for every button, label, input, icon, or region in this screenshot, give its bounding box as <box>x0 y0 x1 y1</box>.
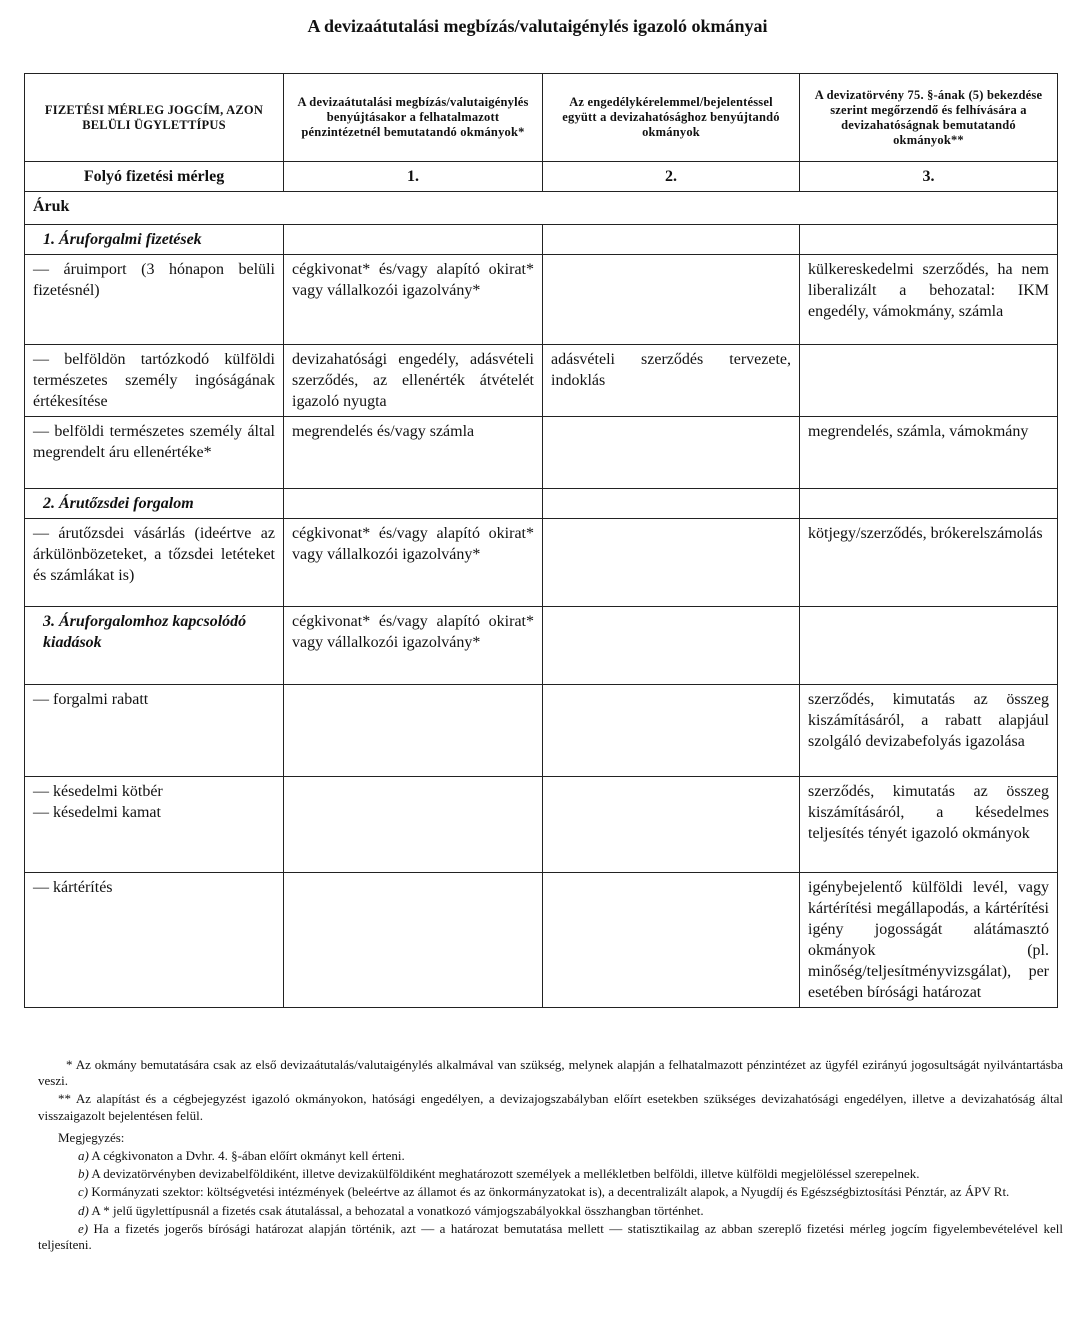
table-row <box>25 607 1058 685</box>
note-item-marker: d) <box>78 1202 89 1218</box>
row-jogcim-cell: — belföldön tartózkodó külföldi természetes személy ingóságának értékesítése <box>25 345 284 417</box>
table-row <box>25 345 1058 417</box>
note-item <box>38 1184 1063 1200</box>
row-col1-cell <box>284 685 543 777</box>
row-col2-cell <box>543 873 800 1008</box>
row-col1-cell: megrendelés és/vagy számla <box>284 417 543 489</box>
header-col-jogcim: FIZETÉSI MÉRLEG JOGCÍM, AZON BELÜLI ÜGYLETTÍPUS <box>25 74 284 162</box>
section-row <box>25 192 1058 225</box>
table-row <box>25 489 1058 519</box>
row-col3-cell: megrendelés, számla, vámokmány <box>800 417 1058 489</box>
note-item-text: A devizatörvényben devizabelföldiként, illetve devizakülföldiként meghatározott személyek a mellékletben belföldi, illetve külföldi megjelöléssel szerepelnek. <box>88 1166 920 1182</box>
row-col3-cell: külkereskedelmi szerződés, ha nem liberalizált a behozatal: IKM engedély, vámokmány, számla <box>800 255 1058 345</box>
row-jogcim-cell: — kártérítés <box>25 873 284 1008</box>
row-col1-cell: cégkivonat* és/vagy alapító okirat* vagy vállalkozói igazolvány* <box>284 519 543 607</box>
row-col2-cell <box>543 225 800 255</box>
note-item <box>38 1203 1063 1219</box>
column-number-3: 3. <box>800 162 1058 192</box>
row-jogcim-cell: — áruimport (3 hónapon belüli fizetésnél) <box>25 255 284 345</box>
note-item-text: A * jelű ügylettípusnál a fizetés csak átutalással, a behozatal a vonatkozó vámjogszabályokkal összhangban történhet. <box>88 1202 704 1218</box>
table-row <box>25 519 1058 607</box>
table-body <box>25 225 1058 1008</box>
note-item <box>38 1148 1063 1164</box>
page-title: A devizaátutalási megbízás/valutaigénylés igazoló okmányai <box>307 16 768 36</box>
row-col3-cell <box>800 607 1058 685</box>
row-col1-cell: cégkivonat* és/vagy alapító okirat* vagy vállalkozói igazolvány* <box>284 607 543 685</box>
row-col2-cell <box>543 255 800 345</box>
row-jogcim-cell: — árutőzsdei vásárlás (ideértve az árkülönbözeteket, a tőzsdei letéteket és számlákat is) <box>25 519 284 607</box>
column-number-2: 2. <box>543 162 800 192</box>
row-col1-cell <box>284 489 543 519</box>
row-col3-cell: szerződés, kimutatás az összeg kiszámításáról, a rabatt alapjául szolgáló devizabefolyás igazolása <box>800 685 1058 777</box>
footnote-star: * Az okmány bemutatására csak az első devizaátutalás/valutaigénylés alkalmával van szükség, melynek alapján a felhatalmazott pénzintézet az ügyfél ezirányú jogosultságát nyilvántartásba veszi. <box>38 1057 1063 1089</box>
row-jogcim-cell: 2. Árutőzsdei forgalom <box>25 489 284 519</box>
note-item <box>38 1221 1063 1253</box>
row-col3-cell <box>800 225 1058 255</box>
row-col2-cell <box>543 685 800 777</box>
row-jogcim-cell: 3. Áruforgalomhoz kapcsolódó kiadások <box>25 607 284 685</box>
row-col1-cell: cégkivonat* és/vagy alapító okirat* vagy vállalkozói igazolvány* <box>284 255 543 345</box>
note-item-marker: e) <box>78 1220 89 1236</box>
row-col2-cell <box>543 417 800 489</box>
row-col3-cell: kötjegy/szerződés, brókerelszámolás <box>800 519 1058 607</box>
notes-heading: Megjegyzés: <box>58 1129 125 1145</box>
table-row <box>25 777 1058 873</box>
header-row <box>25 74 1058 162</box>
note-item <box>38 1166 1063 1182</box>
table-row <box>25 873 1058 1008</box>
row-col2-cell <box>543 777 800 873</box>
row-jogcim-cell: 1. Áruforgalmi fizetések <box>25 225 284 255</box>
table-row <box>25 255 1058 345</box>
folyo-fizetesi-merleg-label: Folyó fizetési mérleg <box>25 162 284 192</box>
header-col-2: Az engedélykérelemmel/bejelentéssel együtt a devizahatósághoz benyújtandó okmányok <box>543 74 800 162</box>
table-row <box>25 225 1058 255</box>
note-item-text: Ha a fizetés jogerős bírósági határozat alapján történik, azt — a határozat bemutatása mellett — statisztikailag az abban szereplő fizetési mérleg jogcím figyelembevételével kell teljesíteni. <box>38 1220 1063 1253</box>
row-col3-cell <box>800 345 1058 417</box>
row-jogcim-cell: — késedelmi kötbér — késedelmi kamat <box>25 777 284 873</box>
row-jogcim-cell: — belföldi természetes személy által megrendelt áru ellenértéke* <box>25 417 284 489</box>
note-item-marker: a) <box>78 1148 89 1164</box>
row-col2-cell <box>543 489 800 519</box>
row-col1-cell <box>284 777 543 873</box>
row-col1-cell <box>284 225 543 255</box>
note-item-text: A cégkivonaton a Dvhr. 4. §-ában előírt okmányt kell érteni. <box>88 1148 405 1164</box>
row-jogcim-cell: — forgalmi rabatt <box>25 685 284 777</box>
row-col2-cell: adásvételi szerződés tervezete, indoklás <box>543 345 800 417</box>
table-row <box>25 685 1058 777</box>
row-col2-cell <box>543 607 800 685</box>
row-col2-cell <box>543 519 800 607</box>
table-row <box>25 417 1058 489</box>
notes-list <box>38 1148 1063 1253</box>
note-item-marker: c) <box>78 1184 89 1200</box>
column-number-row <box>25 162 1058 192</box>
header-col-1: A devizaátutalási megbízás/valutaigénylés benyújtásakor a felhatalmazott pénzintézetnél bemutatandó okmányok* <box>284 74 543 162</box>
footnote-double-star: ** Az alapítást és a cégbejegyzést igazoló okmányokon, hatósági engedélyen, a devizajogszabályban előírt esetekben szükséges devizahatósági engedélyen, illetve a devizahatóság által visszaigazolt bejelentésen felül. <box>38 1091 1063 1123</box>
section-aruk: Áruk <box>25 192 1058 225</box>
note-item-marker: b) <box>78 1166 89 1182</box>
documents-table <box>24 73 1058 1008</box>
row-col1-cell: devizahatósági engedély, adásvételi szerződés, az ellenérték átvételét igazoló nyugta <box>284 345 543 417</box>
footnotes <box>38 1057 1063 1255</box>
header-col-3: A devizatörvény 75. §-ának (5) bekezdése szerint megőrzendő és felhívására a devizahatóságnak bemutatandó okmányok** <box>800 74 1058 162</box>
row-col3-cell: igénybejelentő külföldi levél, vagy kártérítési megállapodás, a kártérítési igény jogosságát alátámasztó okmányok (pl. minőség/teljesítményvizsgálat), per esetében bírósági határozat <box>800 873 1058 1008</box>
column-number-1: 1. <box>284 162 543 192</box>
row-col3-cell <box>800 489 1058 519</box>
row-col3-cell: szerződés, kimutatás az összeg kiszámításáról, a késedelmes teljesítés tényét igazoló okmányok <box>800 777 1058 873</box>
row-col1-cell <box>284 873 543 1008</box>
note-item-text: Kormányzati szektor: költségvetési intézmények (beleértve az államot és az önkormányzatokat is), a decentralizált alapok, a Nyugdíj és Egészségbiztosítási Pénztár, az ÁPV Rt. <box>88 1184 1010 1200</box>
